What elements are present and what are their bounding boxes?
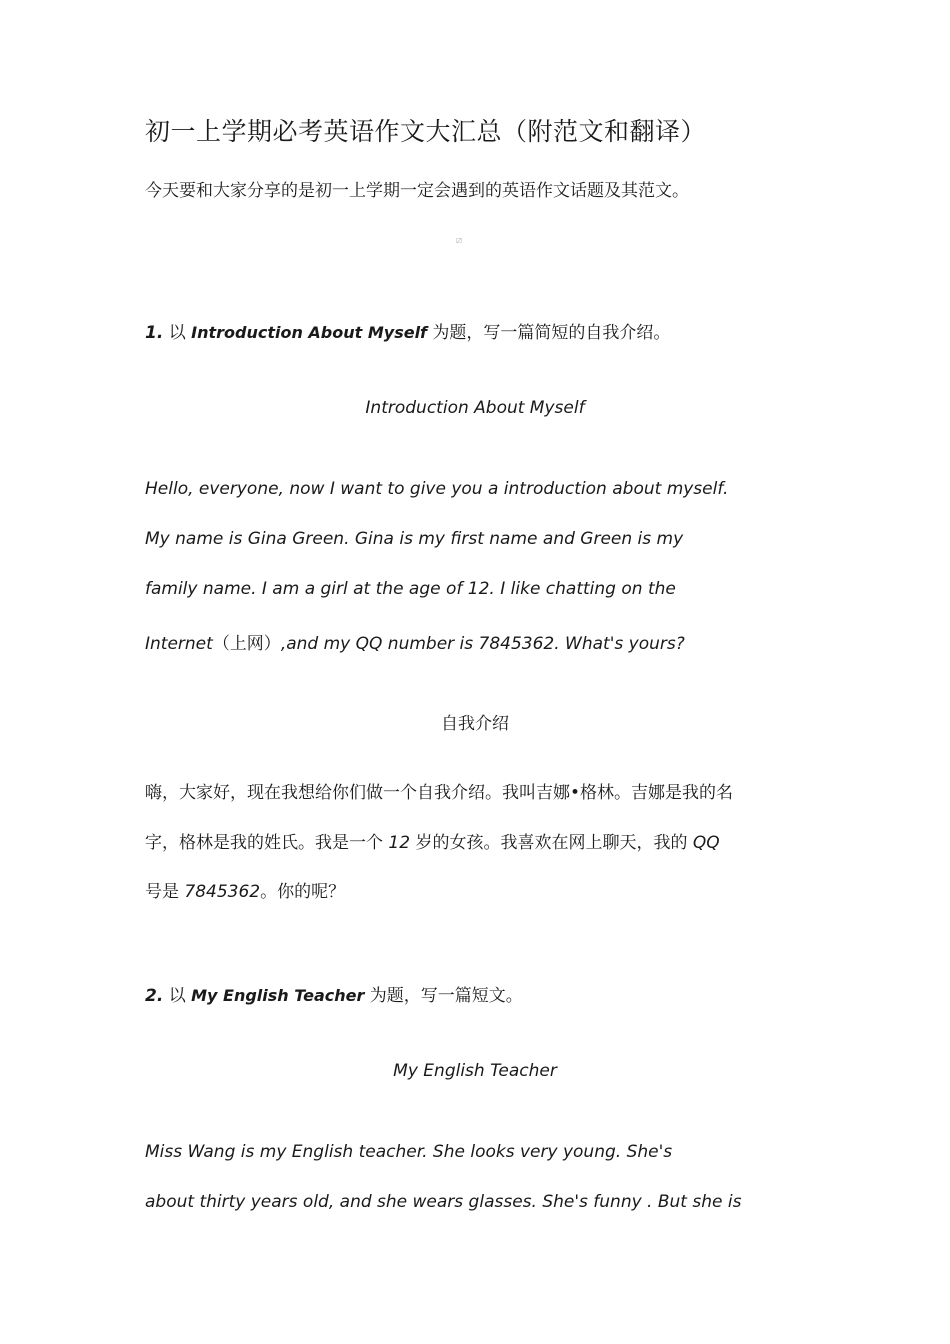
section-1-translation-title: 自我介绍 [441, 714, 509, 734]
section-1-translation-line-1: 嗨，大家好，现在我想给你们做一个自我介绍。我叫吉娜•格林。吉娜是我的名 [145, 783, 734, 803]
section-1-line-4-a: Internet [145, 634, 213, 654]
document-intro: 今天要和大家分享的是初一上学期一定会遇到的英语作文话题及其范文。 [145, 181, 689, 201]
section-1-line-4-cn: （上网） [212, 634, 281, 654]
translation-line-3-b: 。你的呢？ [260, 882, 346, 902]
translation-line-3-number: 7845362 [184, 882, 261, 902]
section-1-essay-line-3: family name. I am a girl at the age of 12. I like chatting on the [145, 579, 676, 599]
section-2-essay-title: My English Teacher [393, 1061, 557, 1081]
section-1-topic: Introduction About Myself [191, 323, 428, 342]
section-1-translation-line-3 [145, 877, 345, 902]
section-2-heading [145, 981, 523, 1006]
translation-line-2-a: 字，格林是我的姓氏。我是一个 [145, 833, 389, 853]
section-1-number: 1. [145, 323, 164, 343]
section-1-essay-line-4 [145, 629, 685, 654]
translation-line-3-a: 号是 [145, 882, 185, 902]
section-2-essay-line-1: Miss Wang is my English teacher. She looks very young. She's [145, 1142, 673, 1162]
section-1-line-4-b: ,and my QQ number is 7845362. What's yours? [280, 634, 685, 654]
document-title: 初一上学期必考英语作文大汇总（附范文和翻译） [145, 117, 707, 146]
section-1-heading [145, 318, 670, 343]
translation-line-2-b: 岁的女孩。我喜欢在网上聊天，我的 [410, 833, 693, 853]
section-2-suffix: 为题，写一篇短文。 [364, 986, 523, 1006]
section-2-prefix: 以 [163, 986, 192, 1006]
embedded-image-placeholder: 〼 [456, 238, 463, 245]
section-2-topic: My English Teacher [191, 986, 365, 1005]
section-2-number: 2. [145, 986, 164, 1006]
section-1-essay-line-1: Hello, everyone, now I want to give you a introduction about myself. [145, 479, 729, 499]
section-1-translation-line-2 [145, 828, 720, 853]
section-1-essay-line-2: My name is Gina Green. Gina is my first name and Green is my [145, 529, 684, 549]
translation-line-2-age: 12 [388, 833, 411, 853]
section-1-prefix: 以 [163, 323, 192, 343]
section-2-essay-line-2: about thirty years old, and she wears glasses. She's funny . But she is [145, 1192, 742, 1212]
section-1-essay-title: Introduction About Myself [365, 398, 585, 418]
section-1-suffix: 为题，写一篇简短的自我介绍。 [427, 323, 671, 343]
translation-line-2-qq: QQ [692, 833, 720, 853]
